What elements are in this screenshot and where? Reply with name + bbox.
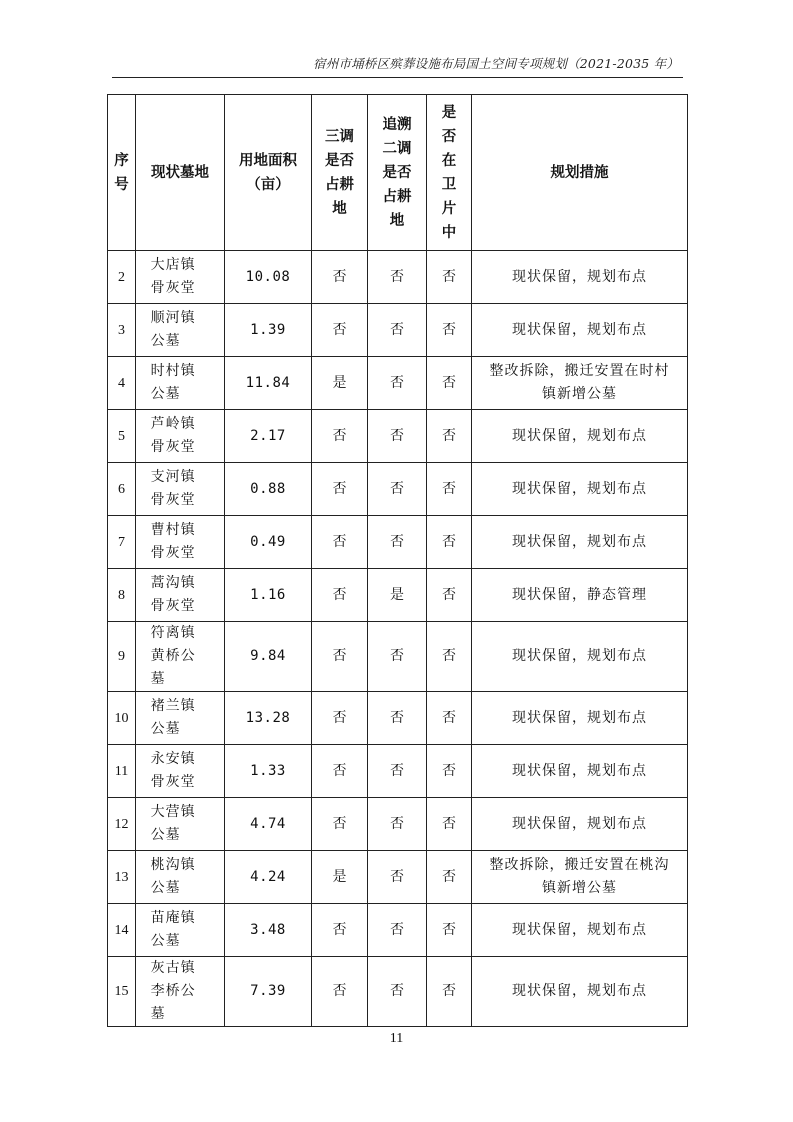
cell-weipian: 否 [427, 851, 472, 904]
cell-weipian: 否 [427, 692, 472, 745]
cell-sandiao: 是 [312, 851, 368, 904]
cell-area: 1.39 [225, 304, 312, 357]
column-header-seq: 序号 [108, 95, 136, 251]
cell-sandiao: 否 [312, 463, 368, 516]
cell-cemetery-name: 芦岭镇骨灰堂 [136, 410, 225, 463]
column-header-area [225, 95, 312, 251]
table-row [108, 904, 688, 957]
table-row [108, 745, 688, 798]
table-row [108, 798, 688, 851]
cell-plan: 现状保留，规划布点 [472, 410, 688, 463]
cell-weipian: 否 [427, 798, 472, 851]
cell-plan: 现状保留，规划布点 [472, 692, 688, 745]
cell-plan: 现状保留，规划布点 [472, 798, 688, 851]
table-body [108, 251, 688, 1027]
column-header-area-label: 用地面积（亩） [238, 151, 297, 193]
cell-weipian: 否 [427, 904, 472, 957]
column-header-weipian: 是否在卫片中 [427, 95, 472, 251]
cell-plan: 现状保留，规划布点 [472, 463, 688, 516]
cell-cemetery-name: 符离镇黄桥公墓 [136, 622, 225, 692]
cell-zhuisu: 否 [368, 957, 427, 1027]
cell-plan: 现状保留，规划布点 [472, 251, 688, 304]
cell-seq: 14 [108, 904, 136, 957]
cell-plan: 现状保留，规划布点 [472, 957, 688, 1027]
cell-seq: 11 [108, 745, 136, 798]
cell-plan: 现状保留，规划布点 [472, 304, 688, 357]
cell-weipian: 否 [427, 516, 472, 569]
cell-cemetery-name: 永安镇骨灰堂 [136, 745, 225, 798]
cell-cemetery-name: 大营镇公墓 [136, 798, 225, 851]
cell-zhuisu: 否 [368, 745, 427, 798]
table-row [108, 251, 688, 304]
cemetery-table [107, 94, 688, 1027]
cell-zhuisu: 否 [368, 516, 427, 569]
cell-zhuisu: 否 [368, 357, 427, 410]
cell-cemetery-name: 苗庵镇公墓 [136, 904, 225, 957]
cell-zhuisu: 否 [368, 692, 427, 745]
page-number: 11 [389, 1031, 404, 1046]
table-row [108, 569, 688, 622]
cell-seq: 6 [108, 463, 136, 516]
cell-seq: 13 [108, 851, 136, 904]
table-header-row [108, 95, 688, 251]
cell-area: 3.48 [225, 904, 312, 957]
column-header-zhuisu: 追溯二调是否占耕地 [368, 95, 427, 251]
cell-sandiao: 否 [312, 569, 368, 622]
cell-zhuisu: 否 [368, 463, 427, 516]
cell-plan: 整改拆除，搬迁安置在桃沟镇新增公墓 [472, 851, 688, 904]
cell-area: 11.84 [225, 357, 312, 410]
cell-area: 13.28 [225, 692, 312, 745]
cell-sandiao: 否 [312, 251, 368, 304]
cell-cemetery-name: 时村镇公墓 [136, 357, 225, 410]
cell-sandiao: 否 [312, 516, 368, 569]
cell-zhuisu: 否 [368, 798, 427, 851]
table-row [108, 622, 688, 692]
cell-seq: 4 [108, 357, 136, 410]
table-row [108, 410, 688, 463]
cell-cemetery-name: 蒿沟镇骨灰堂 [136, 569, 225, 622]
cell-seq: 2 [108, 251, 136, 304]
cell-weipian: 否 [427, 304, 472, 357]
cell-plan: 现状保留，规划布点 [472, 904, 688, 957]
cell-weipian: 否 [427, 622, 472, 692]
cell-plan: 现状保留，规划布点 [472, 622, 688, 692]
cell-zhuisu: 是 [368, 569, 427, 622]
cell-plan: 整改拆除，搬迁安置在时村镇新增公墓 [472, 357, 688, 410]
cell-sandiao: 否 [312, 692, 368, 745]
document-header-title: 宿州市埇桥区殡葬设施布局国土空间专项规划（2021-2035 年） [313, 56, 679, 71]
cell-sandiao: 否 [312, 957, 368, 1027]
table-row [108, 357, 688, 410]
cell-cemetery-name: 灰古镇李桥公墓 [136, 957, 225, 1027]
cell-cemetery-name: 顺河镇公墓 [136, 304, 225, 357]
cell-area: 10.08 [225, 251, 312, 304]
cell-weipian: 否 [427, 745, 472, 798]
cell-seq: 10 [108, 692, 136, 745]
cell-sandiao: 否 [312, 798, 368, 851]
table-row [108, 851, 688, 904]
cell-seq: 3 [108, 304, 136, 357]
column-header-plan: 规划措施 [472, 95, 688, 251]
cell-zhuisu: 否 [368, 851, 427, 904]
column-header-sandiao: 三调是否占耕地 [312, 95, 368, 251]
cell-area: 0.49 [225, 516, 312, 569]
cell-zhuisu: 否 [368, 251, 427, 304]
cell-area: 2.17 [225, 410, 312, 463]
cell-cemetery-name: 桃沟镇公墓 [136, 851, 225, 904]
column-header-name: 现状墓地 [136, 95, 225, 251]
cell-plan: 现状保留，规划布点 [472, 516, 688, 569]
table-row [108, 692, 688, 745]
cell-cemetery-name: 大店镇骨灰堂 [136, 251, 225, 304]
table-row [108, 463, 688, 516]
cell-cemetery-name: 支河镇骨灰堂 [136, 463, 225, 516]
cell-area: 1.16 [225, 569, 312, 622]
table-row [108, 957, 688, 1027]
cell-weipian: 否 [427, 569, 472, 622]
cell-seq: 8 [108, 569, 136, 622]
cell-area: 9.84 [225, 622, 312, 692]
cell-seq: 9 [108, 622, 136, 692]
header-divider [112, 77, 683, 78]
cell-sandiao: 否 [312, 745, 368, 798]
cell-seq: 7 [108, 516, 136, 569]
cell-zhuisu: 否 [368, 904, 427, 957]
cell-sandiao: 否 [312, 622, 368, 692]
cell-area: 1.33 [225, 745, 312, 798]
cell-plan: 现状保留，规划布点 [472, 745, 688, 798]
cell-zhuisu: 否 [368, 304, 427, 357]
cell-cemetery-name: 曹村镇骨灰堂 [136, 516, 225, 569]
cell-sandiao: 是 [312, 357, 368, 410]
cell-zhuisu: 否 [368, 410, 427, 463]
cell-seq: 12 [108, 798, 136, 851]
cell-area: 4.24 [225, 851, 312, 904]
cell-area: 0.88 [225, 463, 312, 516]
cell-seq: 5 [108, 410, 136, 463]
cell-area: 4.74 [225, 798, 312, 851]
cell-sandiao: 否 [312, 410, 368, 463]
cell-sandiao: 否 [312, 304, 368, 357]
cell-plan: 现状保留，静态管理 [472, 569, 688, 622]
cell-weipian: 否 [427, 410, 472, 463]
table-row [108, 304, 688, 357]
cell-sandiao: 否 [312, 904, 368, 957]
cell-weipian: 否 [427, 357, 472, 410]
cell-cemetery-name: 褚兰镇公墓 [136, 692, 225, 745]
table-row [108, 516, 688, 569]
cell-weipian: 否 [427, 957, 472, 1027]
cell-weipian: 否 [427, 251, 472, 304]
cell-seq: 15 [108, 957, 136, 1027]
cell-area: 7.39 [225, 957, 312, 1027]
cell-zhuisu: 否 [368, 622, 427, 692]
cell-weipian: 否 [427, 463, 472, 516]
